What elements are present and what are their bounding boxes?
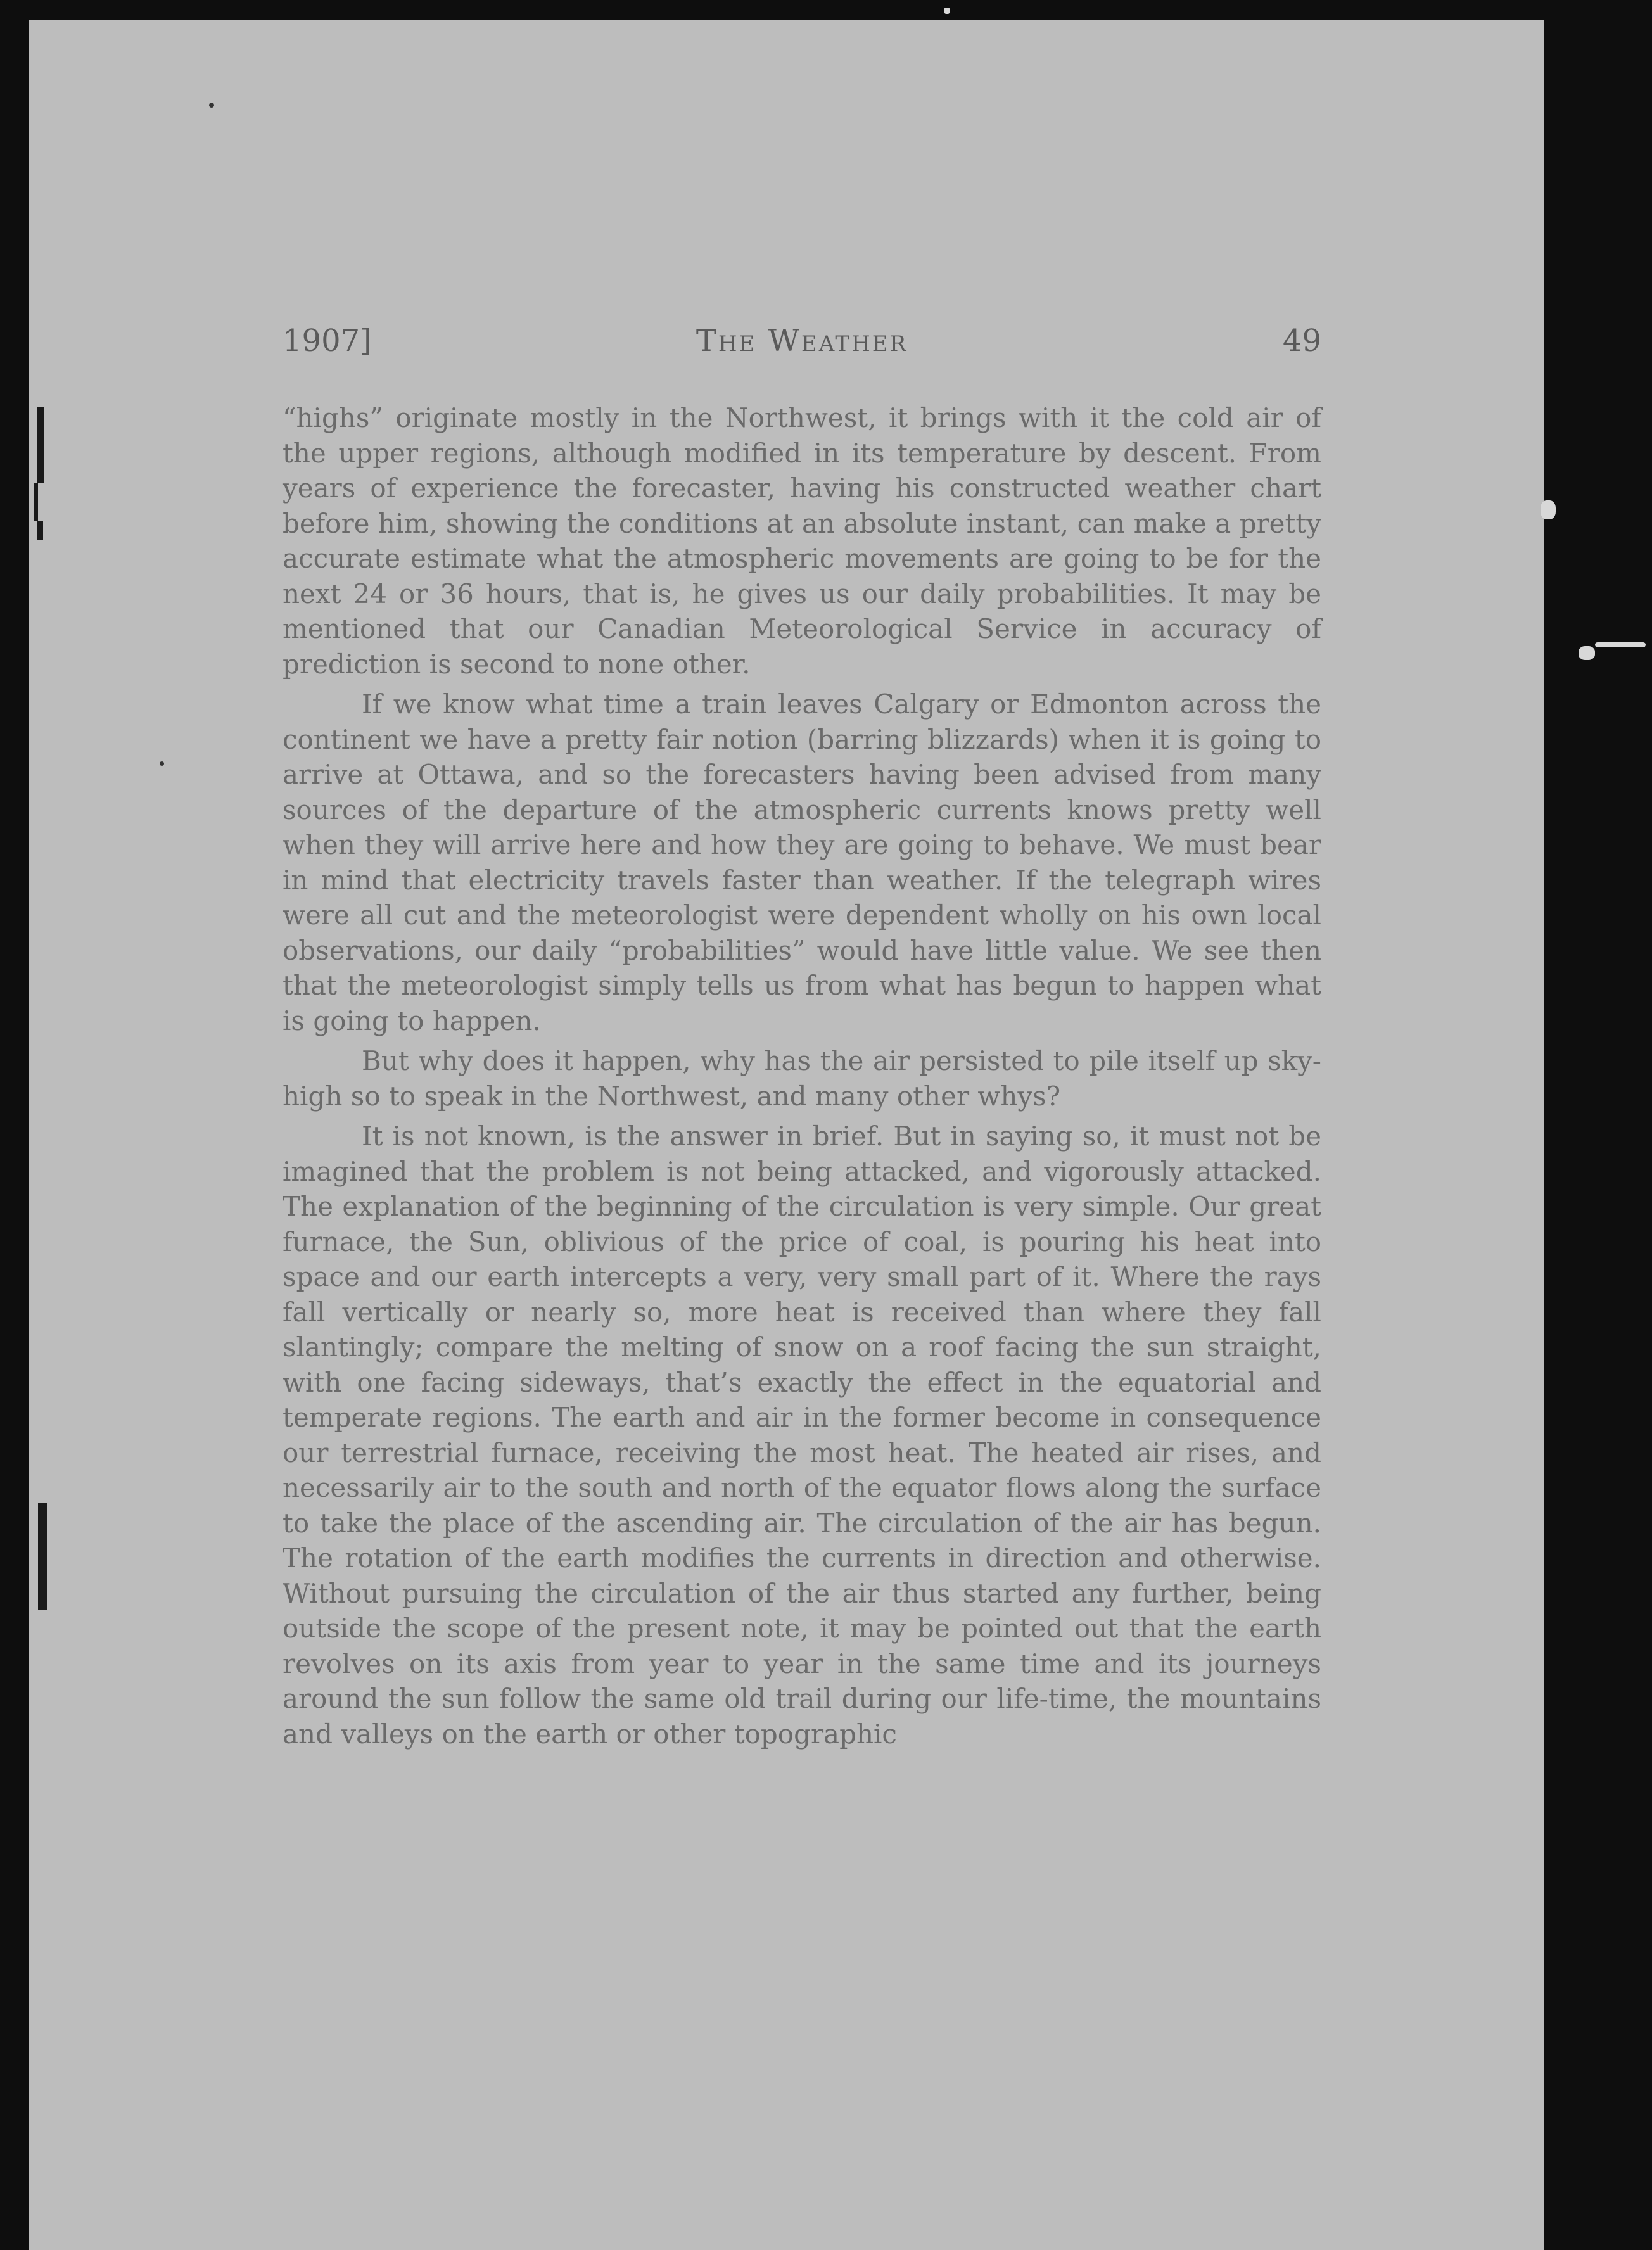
paragraph: “highs” originate mostly in the Northwest, it brings with it the cold air of the upper regions, although modified in its temperature by descent. From years of experience the forecaster, having his constructed weather chart before him, showing the conditions at an absolute instant, can make a pretty accurate estimate what the atmospheric movements are going to be for the next 24 or 36 hours, that is, he gives us our daily probabilities. It may be mentioned that our Canadian Meteorological Service in accuracy of prediction is second to none other. — [283, 402, 1321, 680]
scan-artifact — [1579, 646, 1595, 660]
paragraph: But why does it happen, why has the air persisted to pile itself up sky-high so to speak in the Northwest, and many other whys? — [283, 1045, 1321, 1112]
scan-artifact — [37, 521, 43, 540]
running-header — [283, 310, 1321, 367]
scan-artifact — [1595, 642, 1646, 647]
paragraph: If we know what time a train leaves Calgary or Edmonton across the continent we have a pretty fair notion (barring blizzards) when it is going to arrive at Ottawa, and so the forecasters having been advised from many sources of the departure of the atmospheric currents knows pretty well when they will arrive here and how they are going to behave. We must bear in mind that electricity travels faster than weather. If the telegraph wires were all cut and the meteorologist were dependent wholly on his own local observations, our daily “probabilities” would have little value. We see then that the meteorologist simply tells us from what has begun to happen what is going to happen. — [283, 689, 1321, 1036]
paragraph: It is not known, is the answer in brief. But in saying so, it must not be imagined that the problem is not being attacked, and vigorously attacked. The explanation of the beginning of the circulation is very simple. Our great furnace, the Sun, oblivious of the price of coal, is pouring his heat into space and our earth intercepts a very, very small part of it. Where the rays fall vertically or nearly so, more heat is received than where they fall slantingly; compare the melting of snow on a roof facing the sun straight, with one facing sideways, that’s exactly the effect in the equatorial and temperate regions. The earth and air in the former become in consequence our terrestrial furnace, receiving the most heat. The heated air rises, and necessarily air to the south and north of the equator flows along the surface to take the place of the ascending air. The circulation of the air has begun. The rotation of the earth modifies the currents in direction and otherwise. Without pursuing the circulation of the air thus started any further, being outside the scope of the present note, it may be pointed out that the earth revolves on its axis from year to year in the same time and its journeys around the sun follow the same old trail during our life-time, the mountains and valleys on the earth or other topographic — [283, 1121, 1321, 1750]
scan-artifact — [944, 8, 950, 14]
header-year: 1907] — [283, 323, 372, 359]
scan-artifact — [160, 761, 164, 766]
scan-artifact — [37, 407, 44, 483]
body-text — [283, 400, 1321, 1757]
page-number: 49 — [1282, 323, 1321, 359]
scan-artifact — [34, 483, 38, 521]
scan-artifact — [38, 1503, 47, 1610]
page — [29, 20, 1544, 2250]
header-title: The Weather — [696, 323, 908, 359]
scan-artifact — [209, 103, 214, 108]
scan-artifact — [1541, 500, 1556, 519]
